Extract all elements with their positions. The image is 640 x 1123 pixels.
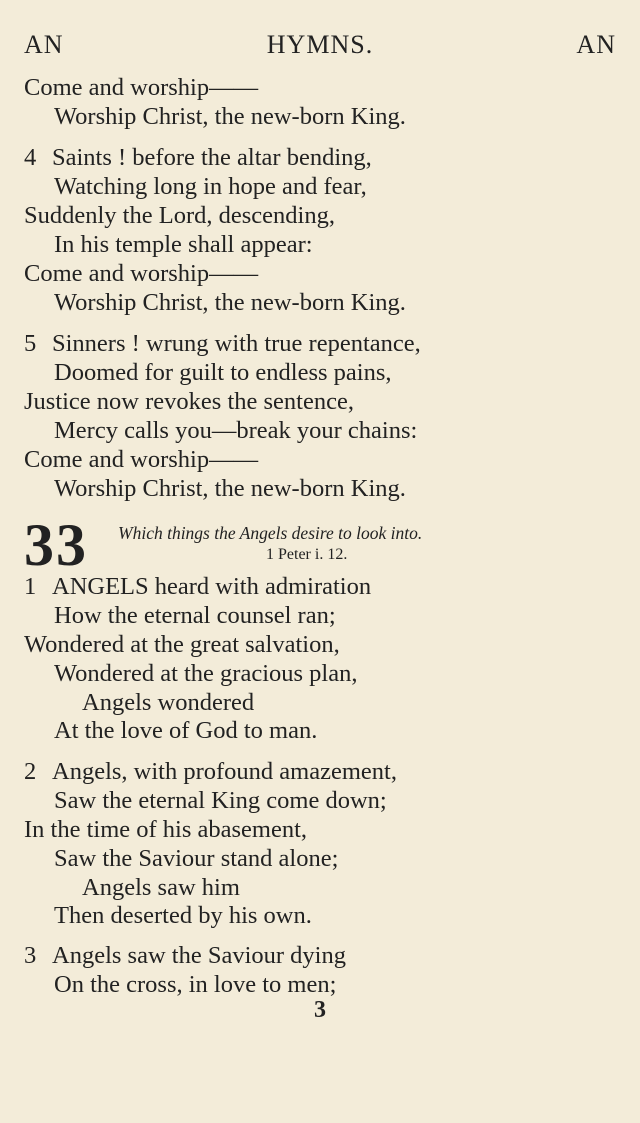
header-right: AN — [576, 30, 616, 59]
verse-text: Angels saw the Saviour dying — [52, 942, 346, 969]
running-header — [24, 30, 616, 64]
verse-line: Come and worship—— — [24, 74, 259, 101]
verse-line: Worship Christ, the new-born King. — [54, 289, 406, 316]
verse-number: 4 — [24, 144, 37, 171]
verse-text: ANGELS heard with admiration — [52, 573, 372, 600]
hymn-epigraph: Which things the Angels desire to look into. — [118, 523, 423, 543]
verse-line: Saw the Saviour stand alone; — [54, 845, 339, 872]
verse-number: 1 — [24, 573, 37, 600]
verse-line: On the cross, in love to men; — [54, 971, 337, 998]
verse-line: How the eternal counsel ran; — [54, 602, 336, 629]
verse-line: Worship Christ, the new-born King. — [54, 103, 406, 130]
verse-line — [24, 143, 372, 173]
verse-line: Come and worship—— — [24, 260, 259, 287]
verse-line: Watching long in hope and fear, — [54, 173, 367, 200]
verse-line: Angels saw him — [82, 874, 240, 901]
verse-number: 2 — [24, 758, 37, 785]
scripture-reference: 1 Peter i. 12. — [266, 546, 348, 563]
verse-line — [24, 329, 421, 359]
verse-line: Angels wondered — [82, 689, 255, 716]
verse-line: Mercy calls you—break your chains: — [54, 417, 418, 444]
verse-text: Saints ! before the altar bending, — [52, 144, 372, 171]
verse-line: At the love of God to man. — [54, 717, 318, 744]
hymn-number: 33 — [24, 512, 88, 578]
verse-line: In the time of his abasement, — [24, 816, 308, 843]
verse-number: 5 — [24, 330, 37, 357]
verse-line: Wondered at the great salvation, — [24, 631, 340, 658]
header-title: HYMNS. — [266, 30, 374, 59]
verse-line: Worship Christ, the new-born King. — [54, 475, 406, 502]
verse-text: Sinners ! wrung with true repentance, — [52, 330, 421, 357]
verse-line: Suddenly the Lord, descending, — [24, 202, 335, 229]
verse-line — [24, 941, 346, 971]
verse-line: Doomed for guilt to endless pains, — [54, 359, 392, 386]
verse-line: Saw the eternal King come down; — [54, 787, 387, 814]
verse-line: Wondered at the gracious plan, — [54, 660, 358, 687]
verse-line: Come and worship—— — [24, 446, 259, 473]
verse-line — [24, 757, 397, 787]
verse-line: Justice now revokes the sentence, — [24, 388, 354, 415]
verse-text: Angels, with profound amazement, — [52, 758, 397, 785]
verse-line: Then deserted by his own. — [54, 902, 312, 929]
verse-line — [24, 572, 371, 602]
header-left: AN — [24, 30, 64, 59]
verse-number: 3 — [24, 942, 37, 969]
verse-line: In his temple shall appear: — [54, 231, 313, 258]
signature-mark: 3 — [314, 997, 326, 1023]
